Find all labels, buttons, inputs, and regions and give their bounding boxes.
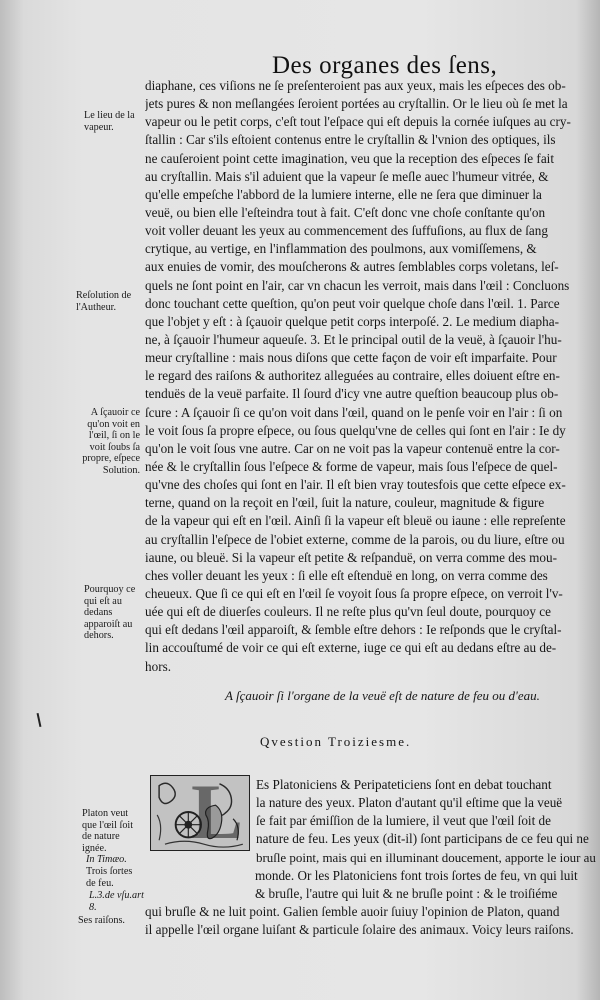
text-line: née & le cryſtallin ſous l'eſpece & forme de vapeur, mais ſous l'eſpece de quel- xyxy=(145,458,558,474)
text-line: ne cauſeroient point cette imagination, veu que la reception des eſpeces ſe fait xyxy=(145,150,555,166)
main-text xyxy=(145,77,597,676)
question-text-continued xyxy=(145,867,597,940)
text-line: au cryſtallin. Mais s'il aduient que la vapeur ſe meſle auec l'humeur vitrée, & xyxy=(145,168,549,184)
margin-note-lieu-vapeur: Le lieu de la vapeur. xyxy=(84,110,135,133)
question-text-opening xyxy=(256,776,596,867)
text-line: terne, quand on la reçoit en l'œil, ſuit la nature, couleur, magnitude & figure xyxy=(145,495,545,511)
text-line: ne, à ſçauoir l'humeur aqueuſe. 3. Et le principal outil de la veuë, à ſçauoir l'hu- xyxy=(145,331,562,347)
text-line: ches voller deuant les yeux : ſi elle eſt eſtenduë en long, on verra comme des xyxy=(145,567,548,583)
text-line: monde. Or les Platoniciens font trois ſortes de feu, vn qui luit xyxy=(255,868,578,883)
page-header: Des organes des ſens, xyxy=(272,52,498,79)
text-line: cheueux. Que ſi ce qui eſt en l'œil ſe voyoit ſous ſa propre eſpece, on verroit l'v- xyxy=(145,585,563,601)
text-line: il appelle l'œil organe luiſant & particule ſolaire des animaux. Voicy leurs raiſons. xyxy=(145,922,574,938)
text-line: uée qui eſt de diuerſes couleurs. Il ne reſte plus qu'vn ſeul doute, pourquoy ce xyxy=(145,604,551,620)
text-line: qui eſt dedans l'œil apparoiſt, & ſemble eſtre dehors : Ie reſponds que le cryſtal- xyxy=(145,622,562,638)
margin-note-resolution: Reſolution de l'Autheur. xyxy=(76,290,132,313)
margin-note-trois-sortes: Trois ſortes de feu. xyxy=(86,866,133,889)
text-line: aux enuies de vomir, des mouſcherons & autres ſemblables corps voletans, leſ- xyxy=(145,259,559,275)
margin-note-timaeo: In Timæo. xyxy=(86,854,127,865)
text-line: au cryſtallin l'eſpece de l'obiet externe, comme de la parois, ou du liure, eſtre ou xyxy=(145,531,565,547)
margin-note-platon: Platon veut que l'œil ſoit de nature ignée. xyxy=(82,808,134,854)
text-line: quels ne ſont point en l'air, car vn chacun les verroit, mais dans l'œil : Concluons xyxy=(145,277,570,293)
text-line: qu'elle empeſche l'abbord de la lumiere interne, elle ne ſera que diminuer la xyxy=(145,186,542,202)
text-line: bruſle point, mais qui en illuminant doucement, apporte le iour au xyxy=(256,849,596,865)
text-line: qu'vne des choſes qui ſont en l'air. Il eſt bien vray toutesfois que cette eſpece ex- xyxy=(145,477,566,493)
text-line: ſcure : A ſçauoir ſi ce qu'on voit dans l'œil, quand on le penſe voir en l'air : ſi on xyxy=(145,404,563,420)
text-line: de la vapeur qui eſt en l'œil. Ainſi ſi la vapeur eſt bleuë ou iaune : elle repreſente xyxy=(145,513,566,529)
margin-note-ses-raisons: Ses raiſons. xyxy=(78,915,125,926)
text-line: ſe fait par émiſſion de la lumiere, il veut que l'œil ſoit de xyxy=(256,813,551,829)
text-line: ſtallin : Car s'ils eſtoient contenus entre le cryſtallin & l'vnion des optiques, ils xyxy=(145,132,556,148)
text-line: hors. xyxy=(145,658,172,674)
text-line: vapeur ou le petit corps, c'eſt tout l'eſpace qui eſt depuis la cornée iuſques au cry- xyxy=(145,114,571,130)
ink-mark xyxy=(37,713,42,727)
text-line: nature de feu. Les yeux (dit-il) ſont participans de ce feu qui ne xyxy=(256,831,589,847)
text-line: meur cryſtalline : mais nous diſons que cette façon de voir eſt imparfaite. Pour xyxy=(145,350,557,366)
margin-note-a-scavoir: A ſçauoir ce qu'on voit en l'œil, ſi on le voit ſoubs ſa propre, eſpece Solution. xyxy=(82,407,140,476)
text-line: donc touchant cette queſtion, qu'on peut voir quelque choſe dans l'œil. 1. Parce xyxy=(145,295,560,311)
text-line: le voit ſous ſa propre eſpece, ou ſous quelqu'vne de celles qui ſont en l'air : Ie dy xyxy=(145,422,566,438)
text-line: Es Platoniciens & Peripateticiens ſont en debat touchant xyxy=(256,777,552,792)
section-subtitle: A ſçauoir ſi l'organe de la veuë eſt de nature de feu ou d'eau. xyxy=(225,688,540,703)
text-line: lin accouſtumé de voir ce qui eſt externe, iuge ce qui eſt au dedans eſtre au de- xyxy=(145,640,557,656)
text-line: la nature des yeux. Platon d'autant qu'il eſtime que la veuë xyxy=(256,795,563,811)
text-line: que l'objet y eſt : à ſçauoir quelque petit corps interpoſé. 2. Le medium diapha- xyxy=(145,313,559,329)
text-line: le regard des raiſons & authoritez alleguées au contraire, elles doiuent eſtre en- xyxy=(145,368,560,384)
margin-note-reference: L.3.de vſu.art 8. xyxy=(89,890,144,913)
decorated-initial xyxy=(150,768,250,855)
text-line: diaphane, ces viſions ne ſe preſenteroient pas aux yeux, mais les eſpeces des ob- xyxy=(145,78,566,93)
initial-letter: L xyxy=(191,768,244,855)
margin-note-pourquoy: Pourquoy ce qui eſt au dedans apparoiſt au dehors. xyxy=(84,584,136,641)
text-line: veuë, ou bien elle l'eſteindra tout à fait. C'eſt donc vne choſe conſtante qu'on xyxy=(145,204,546,220)
text-line: tenduës de la veuë parfaite. Il ſourd d'icy vne autre queſtion beaucoup plus ob- xyxy=(145,386,559,402)
text-line: voit voller deuant les yeux au commencement des ſuffuſions, au flux de ſang xyxy=(145,223,548,239)
text-line: & bruſle, l'autre qui luit & ne bruſle point : & le troiſiéme xyxy=(255,886,558,902)
text-line: jets pures & non meſlangées ſeroient portées au cryſtallin. Or le lieu où ſe met la xyxy=(145,96,568,112)
text-line: crytique, au vertige, en l'inflammation des poulmons, aux vomiſſemens, & xyxy=(145,241,537,257)
text-line: iaune, ou bleuë. Si la vapeur eſt petite & reſpanduë, on verra comme des mou- xyxy=(145,549,557,565)
text-line: qu'on le voit ſous vne autre. Car on ne voit pas la vapeur contenuë entre la cor- xyxy=(145,440,560,456)
text-line: qui bruſle & ne luit point. Galien ſemble auoir ſuiuy l'opinion de Platon, quand xyxy=(145,904,560,920)
question-title: Qvestion Troiziesme. xyxy=(260,734,412,749)
